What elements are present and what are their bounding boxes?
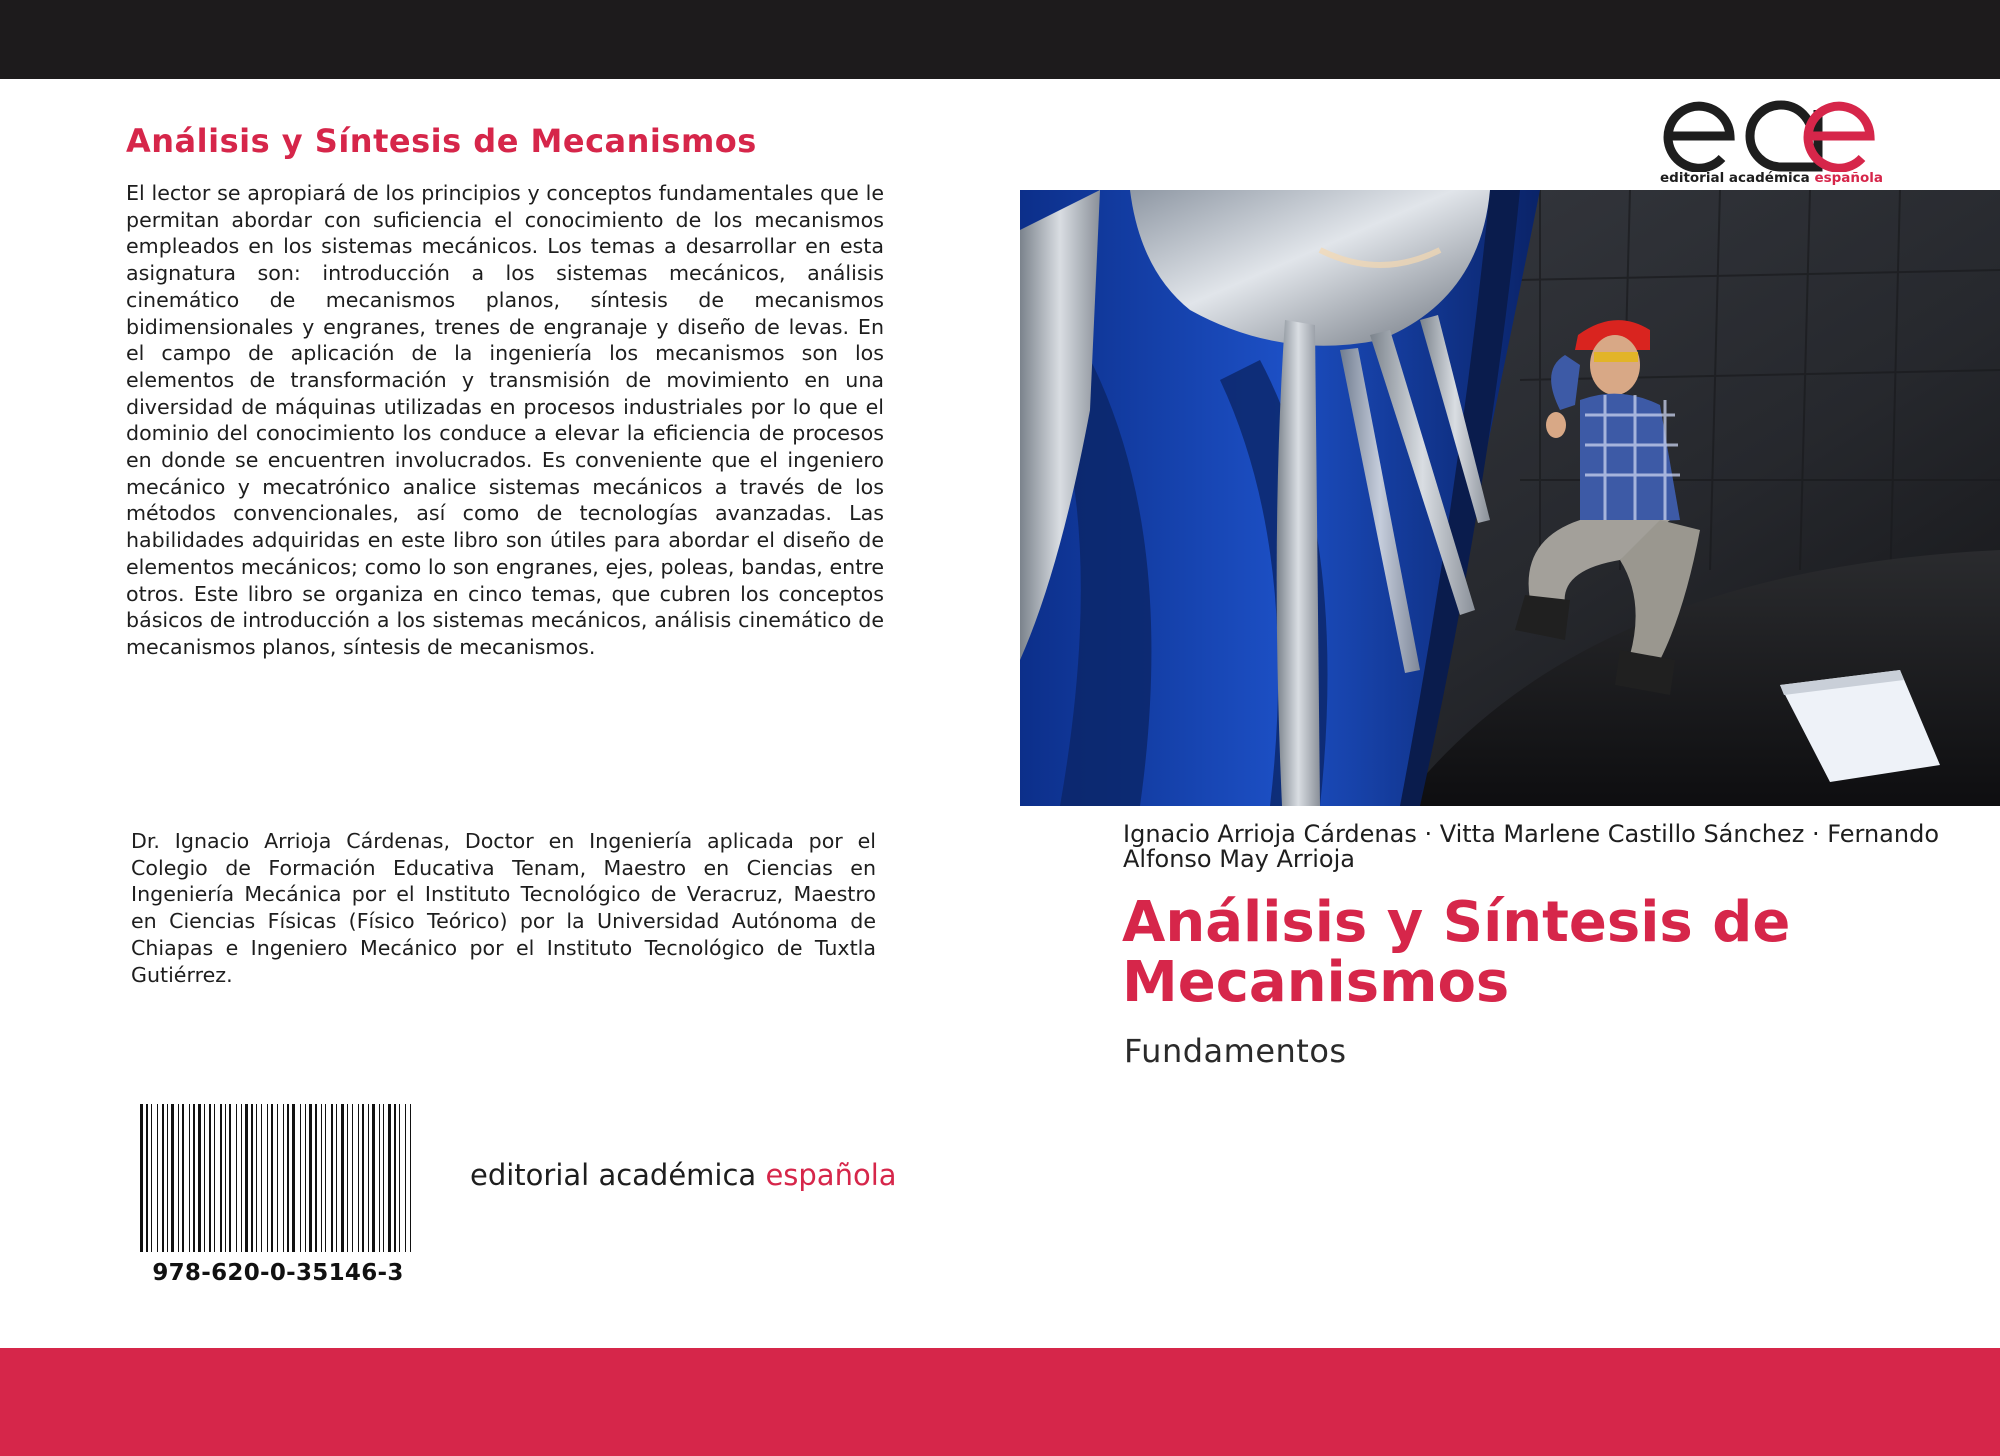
authors-line: Ignacio Arrioja Cárdenas · Vitta Marlene Castillo Sánchez · Fernando Alfonso May Arrioja bbox=[1123, 820, 1939, 873]
top-band bbox=[0, 0, 2000, 79]
book-subtitle: Fundamentos bbox=[1124, 1032, 1347, 1070]
logo-caption-main: editorial académica bbox=[1660, 170, 1815, 186]
publisher-name-main: editorial académica bbox=[470, 1158, 766, 1192]
back-cover-title: Análisis y Síntesis de Mecanismos bbox=[126, 122, 757, 160]
cover-photo-turbine-engineer bbox=[1020, 190, 2000, 806]
publisher-name-accent: española bbox=[765, 1158, 897, 1192]
publisher-imprint-back bbox=[470, 1158, 897, 1192]
bottom-band bbox=[0, 1348, 2000, 1456]
barcode bbox=[138, 1104, 418, 1254]
publisher-logo-caption bbox=[1660, 170, 1882, 186]
front-cover-title: Análisis y Síntesis de Mecanismos bbox=[1122, 890, 1791, 1015]
synopsis-text: El lector se apropiará de los principios y conceptos fundamentales que le permitan abordar con suficiencia el conocimiento de los mecanismos empleados en los sistemas mecánicos. Los temas a desarrollar en esta asignatura son: introducción a los sistemas mecánicos, análisis cinemático de mecanismos planos, síntesis de mecanismos bidimensionales y engranes, trenes de engranaje y diseño de levas. En el campo de aplicación de la ingeniería los mecanismos son los elementos de transformación y transmisión de movimiento en una diversidad de máquinas utilizadas en procesos industriales por lo que el dominio del conocimiento los conduce a elevar la eficiencia de procesos en donde se encuentren involucrados. Es conveniente que el ingeniero mecánico y mecatrónico analice sistemas mecánicos a través de los métodos convencionales, así como de tecnologías avanzadas. Las habilidades adquiridas en este libro son útiles para abordar el diseño de elementos mecánicos; como lo son engranes, ejes, poleas, bandas, entre otros. Este libro se organiza en cinco temas, que cubren los conceptos básicos de introducción a los sistemas mecánicos, análisis cinemático de mecanismos planos, síntesis de mecanismos. bbox=[126, 181, 884, 659]
logo-caption-accent: española bbox=[1814, 170, 1884, 186]
author-bio-text: Dr. Ignacio Arrioja Cárdenas, Doctor en Ingeniería aplicada por el Colegio de Formación Educativa Tenam, Maestro en Ciencias en Ingeniería Mecánica por el Instituto Tecnológico de Veracruz, Maestro en Ciencias Físicas (Físico Teórico) por la Universidad Autónoma de Chiapas e Ingeniero Mecánico por el Instituto Tecnológico de Tuxtla Gutiérrez. bbox=[131, 829, 876, 987]
isbn-number: 978-620-0-35146-3 bbox=[152, 1260, 404, 1286]
